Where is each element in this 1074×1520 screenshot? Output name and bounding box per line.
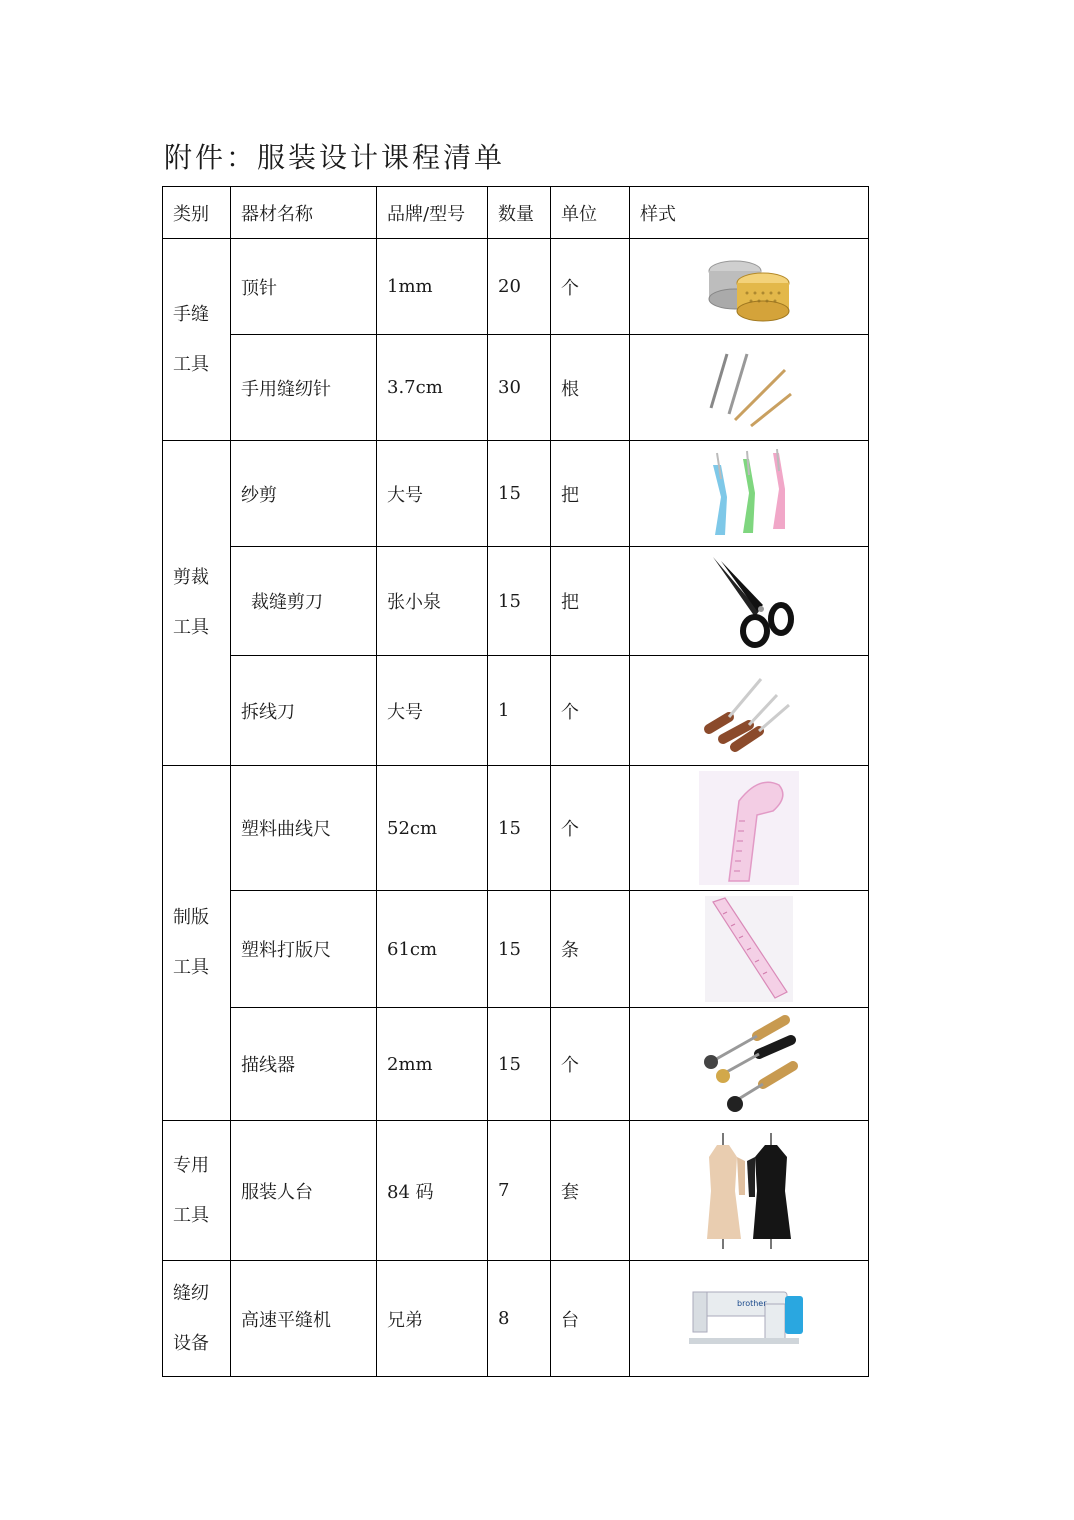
item-image-cell [630,335,869,441]
header-qty: 数量 [488,187,551,239]
item-name: 手用缝纫针 [231,335,377,441]
item-unit: 根 [551,335,630,441]
category-cell [163,1261,231,1377]
item-image-cell [630,239,869,335]
item-image-cell [630,891,869,1008]
item-unit: 把 [551,441,630,547]
item-brand: 2mm [377,1008,488,1121]
item-brand: 大号 [377,656,488,766]
thimble-icon [699,249,799,325]
table-row [163,547,869,656]
category-line: 剪裁 [173,567,209,588]
pattern-ruler-icon [705,896,793,1002]
item-brand: 3.7cm [377,335,488,441]
category-cell [163,239,231,441]
header-style: 样式 [630,187,869,239]
item-unit: 套 [551,1121,630,1261]
item-qty: 20 [488,239,551,335]
item-brand: 大号 [377,441,488,547]
item-qty: 15 [488,766,551,891]
item-image-cell [630,766,869,891]
page-title: 附件：服装设计课程清单 [164,141,506,174]
table-row [163,656,869,766]
item-name: 高速平缝机 [231,1261,377,1377]
item-image-cell [630,1261,869,1377]
table-row [163,1008,869,1121]
curve-ruler-icon [699,771,799,885]
item-brand: 84 码 [377,1121,488,1261]
item-name: 服装人台 [231,1121,377,1261]
category-line: 工具 [173,353,209,375]
machine-brand-label: brother [737,1298,767,1308]
item-unit: 个 [551,656,630,766]
item-qty: 15 [488,547,551,656]
item-qty: 8 [488,1261,551,1377]
category-line: 工具 [173,1204,209,1226]
equipment-table [162,186,869,1377]
item-qty: 15 [488,1008,551,1121]
header-name: 器材名称 [231,187,377,239]
header-category: 类别 [163,187,231,239]
table-header-row [163,187,869,239]
table-row [163,441,869,547]
category-line: 手缝 [173,303,209,325]
item-brand: 61cm [377,891,488,1008]
item-image-cell [630,441,869,547]
seam-ripper-icon [699,669,799,753]
table-row [163,1261,869,1377]
table-row [163,239,869,335]
category-line: 制版 [173,907,209,928]
category-line: 缝纫 [173,1282,209,1304]
category-cell [163,766,231,1121]
item-image-cell [630,656,869,766]
item-brand: 1mm [377,239,488,335]
item-qty: 1 [488,656,551,766]
table-row [163,335,869,441]
needles-icon [699,348,799,428]
category-cell [163,1121,231,1261]
item-brand: 52cm [377,766,488,891]
category-line: 设备 [173,1332,209,1354]
header-unit: 单位 [551,187,630,239]
item-name: 顶针 [231,239,377,335]
header-brand: 品牌/型号 [377,187,488,239]
item-name: 塑料曲线尺 [231,766,377,891]
tailor-scissors-icon [699,553,799,649]
item-name: 纱剪 [231,441,377,547]
item-unit: 条 [551,891,630,1008]
item-qty: 15 [488,891,551,1008]
table-row [163,1121,869,1261]
item-qty: 15 [488,441,551,547]
tracing-wheel-icon [699,1012,799,1116]
category-cell [163,441,231,766]
item-qty: 30 [488,335,551,441]
item-unit: 个 [551,766,630,891]
item-image-cell [630,547,869,656]
item-brand: 兄弟 [377,1261,488,1377]
category-line: 工具 [173,617,209,638]
item-qty: 7 [488,1121,551,1261]
dress-form-icon [699,1131,799,1251]
item-unit: 把 [551,547,630,656]
item-brand: 张小泉 [377,547,488,656]
category-line: 工具 [173,957,209,978]
table-row [163,766,869,891]
item-unit: 台 [551,1261,630,1377]
category-line: 专用 [173,1154,209,1176]
item-image-cell [630,1008,869,1121]
item-image-cell [630,1121,869,1261]
item-name [231,547,377,656]
sewing-machine-icon [689,1284,809,1354]
item-name-text: 裁缝剪刀 [251,592,323,613]
item-name: 描线器 [231,1008,377,1121]
item-unit: 个 [551,1008,630,1121]
table-row [163,891,869,1008]
item-name: 拆线刀 [231,656,377,766]
thread-snips-icon [699,449,799,539]
item-name: 塑料打版尺 [231,891,377,1008]
item-unit: 个 [551,239,630,335]
